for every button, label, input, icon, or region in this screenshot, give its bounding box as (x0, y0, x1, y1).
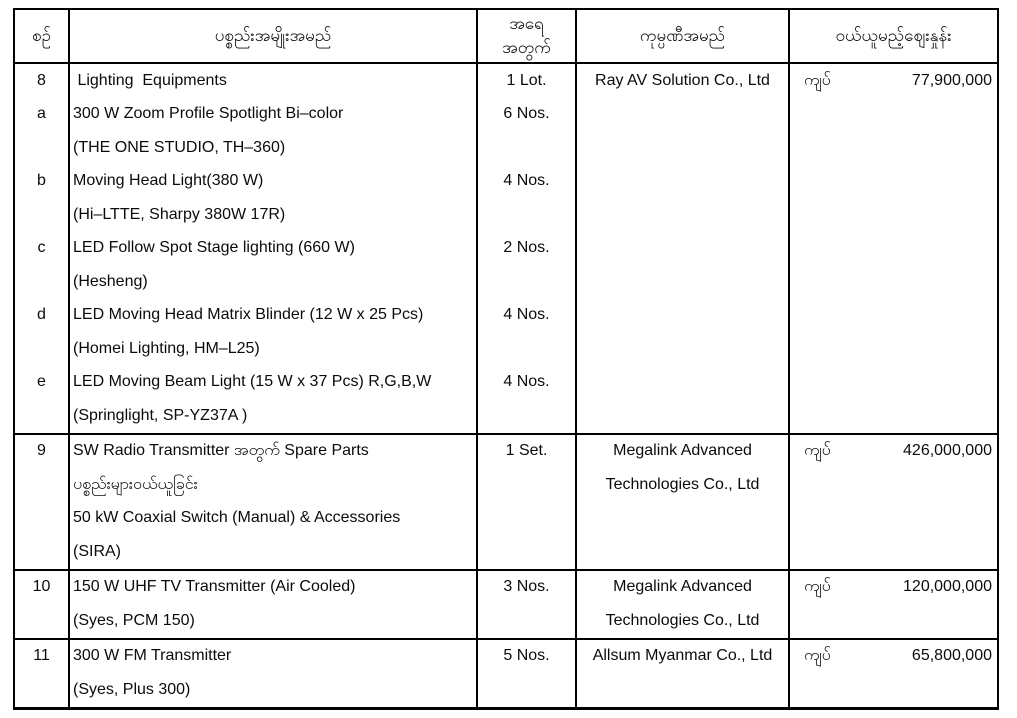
amount-value: 65,800,000 (911, 647, 992, 665)
serial-text: 10 (32, 578, 51, 596)
item-cell (70, 571, 478, 638)
header-company (577, 10, 790, 62)
quantity-cell (478, 640, 577, 707)
serial-text: 11 (33, 647, 50, 665)
serial-text (15, 673, 68, 707)
serial-cell (15, 640, 70, 707)
quantity-text: 5 Nos. (503, 647, 550, 665)
header-item-name (70, 10, 478, 62)
currency-label: ကျပ် (804, 442, 831, 460)
currency-label: ကျပ် (804, 71, 831, 89)
serial-text: 9 (37, 442, 46, 460)
item-text: (SIRA) (73, 542, 121, 560)
quantity-text: 1 Set. (505, 442, 548, 460)
quantity-text (478, 604, 575, 638)
item-cell (70, 640, 478, 707)
serial-text (15, 332, 68, 366)
price-line (790, 571, 997, 605)
table-header-row (15, 10, 997, 64)
item-text: (Syes, PCM 150) (73, 611, 195, 629)
quantity-text: 3 Nos. (503, 578, 550, 596)
serial-text (15, 399, 68, 433)
price-cell (790, 571, 997, 638)
serial-text: c (37, 239, 46, 257)
currency-label: ကျပ် (804, 578, 831, 596)
company-name-text: Allsum Myanmar Co., Ltd (592, 647, 773, 665)
company-cell (577, 640, 790, 707)
quantity-cell (478, 571, 577, 638)
item-text: ပစ္စည်းများဝယ်ယူခြင်း (73, 475, 198, 493)
quantity-text: 6 Nos. (503, 105, 550, 123)
item-cell (70, 64, 478, 433)
company-cell (577, 64, 790, 433)
item-cell (70, 435, 478, 569)
serial-text: e (37, 373, 46, 391)
company-cell (577, 571, 790, 638)
item-text: (Hesheng) (73, 272, 148, 290)
serial-text (15, 265, 68, 299)
company-name-text: Megalink Advanced (613, 578, 752, 596)
quantity-text (478, 265, 575, 299)
quantity-text (478, 673, 575, 707)
quantity-text (478, 399, 575, 433)
quantity-text (478, 502, 575, 536)
quantity-text (478, 198, 575, 232)
price-line (790, 435, 997, 469)
quantity-cell (478, 435, 577, 569)
header-serial-label: စဉ် (32, 26, 51, 45)
quantity-text: 4 Nos. (503, 306, 550, 324)
company-name-text: Ray AV Solution Co., Ltd (595, 71, 770, 89)
serial-text: a (37, 105, 46, 123)
item-text: (Syes, Plus 300) (73, 680, 191, 698)
header-item-label: ပစ္စည်းအမျိုးအမည် (214, 26, 332, 45)
company-name-text: Technologies Co., Ltd (605, 611, 760, 629)
table-row (15, 571, 997, 640)
serial-text: d (37, 306, 46, 324)
header-price-label: ဝယ်ယူမည့်ဈေးနှုန်း (835, 26, 952, 45)
serial-cell (15, 435, 70, 569)
quantity-cell (478, 64, 577, 433)
header-price (790, 10, 997, 62)
header-serial (15, 10, 70, 62)
item-text: LED Moving Beam Light (15 W x 37 Pcs) R,G,B,W (73, 373, 432, 391)
amount-value: 77,900,000 (911, 71, 992, 89)
amount-value: 120,000,000 (903, 578, 992, 596)
company-name-text: Technologies Co., Ltd (605, 475, 760, 493)
item-text: Moving Head Light(380 W) (73, 172, 264, 190)
header-quantity-line1: အရေ (509, 14, 544, 33)
item-text: 300 W FM Transmitter (73, 647, 232, 665)
item-text: SW Radio Transmitter အတွက် Spare Parts (73, 442, 369, 460)
serial-text (15, 604, 68, 638)
company-name-text: Megalink Advanced (613, 442, 752, 460)
serial-text: 8 (37, 71, 46, 89)
quantity-text: 2 Nos. (503, 239, 550, 257)
header-quantity (478, 10, 577, 62)
item-text: (Springlight, SP-YZ37A ) (73, 406, 248, 424)
serial-text (15, 131, 68, 165)
table-body (15, 64, 997, 707)
price-line (790, 640, 997, 674)
item-text: 50 kW Coaxial Switch (Manual) & Accessories (73, 509, 401, 527)
serial-text: b (37, 172, 46, 190)
quantity-text (478, 131, 575, 165)
serial-text (15, 198, 68, 232)
price-line (790, 64, 997, 98)
item-text: 300 W Zoom Profile Spotlight Bi–color (73, 105, 344, 123)
item-text: 150 W UHF TV Transmitter (Air Cooled) (73, 578, 356, 596)
serial-cell (15, 64, 70, 433)
item-text: (THE ONE STUDIO, TH–360) (73, 138, 286, 156)
serial-text (15, 502, 68, 536)
item-text: LED Moving Head Matrix Blinder (12 W x 25 Pcs) (73, 306, 424, 324)
item-text: (Homei Lighting, HM–L25) (73, 339, 260, 357)
quantity-text: 4 Nos. (503, 373, 550, 391)
price-cell (790, 435, 997, 569)
item-text: (Hi–LTTE, Sharpy 380W 17R) (73, 205, 286, 223)
header-quantity-line2: အတွက် (502, 38, 551, 57)
item-text: Lighting Equipments (73, 71, 227, 89)
table-row (15, 640, 997, 707)
amount-value: 426,000,000 (903, 442, 992, 460)
item-text: LED Follow Spot Stage lighting (660 W) (73, 239, 355, 257)
company-cell (577, 435, 790, 569)
quantity-text (478, 535, 575, 569)
quantity-text: 1 Lot. (506, 71, 547, 89)
table-row (15, 64, 997, 435)
quantity-text (478, 468, 575, 502)
table-row (15, 435, 997, 571)
quantity-text (478, 332, 575, 366)
currency-label: ကျပ် (804, 647, 831, 665)
header-company-label: ကုမ္ပဏီအမည် (639, 26, 726, 45)
price-cell (790, 640, 997, 707)
serial-cell (15, 571, 70, 638)
serial-text (15, 535, 68, 569)
serial-text (15, 468, 68, 502)
price-cell (790, 64, 997, 433)
procurement-table (13, 8, 999, 710)
quantity-text: 4 Nos. (503, 172, 550, 190)
